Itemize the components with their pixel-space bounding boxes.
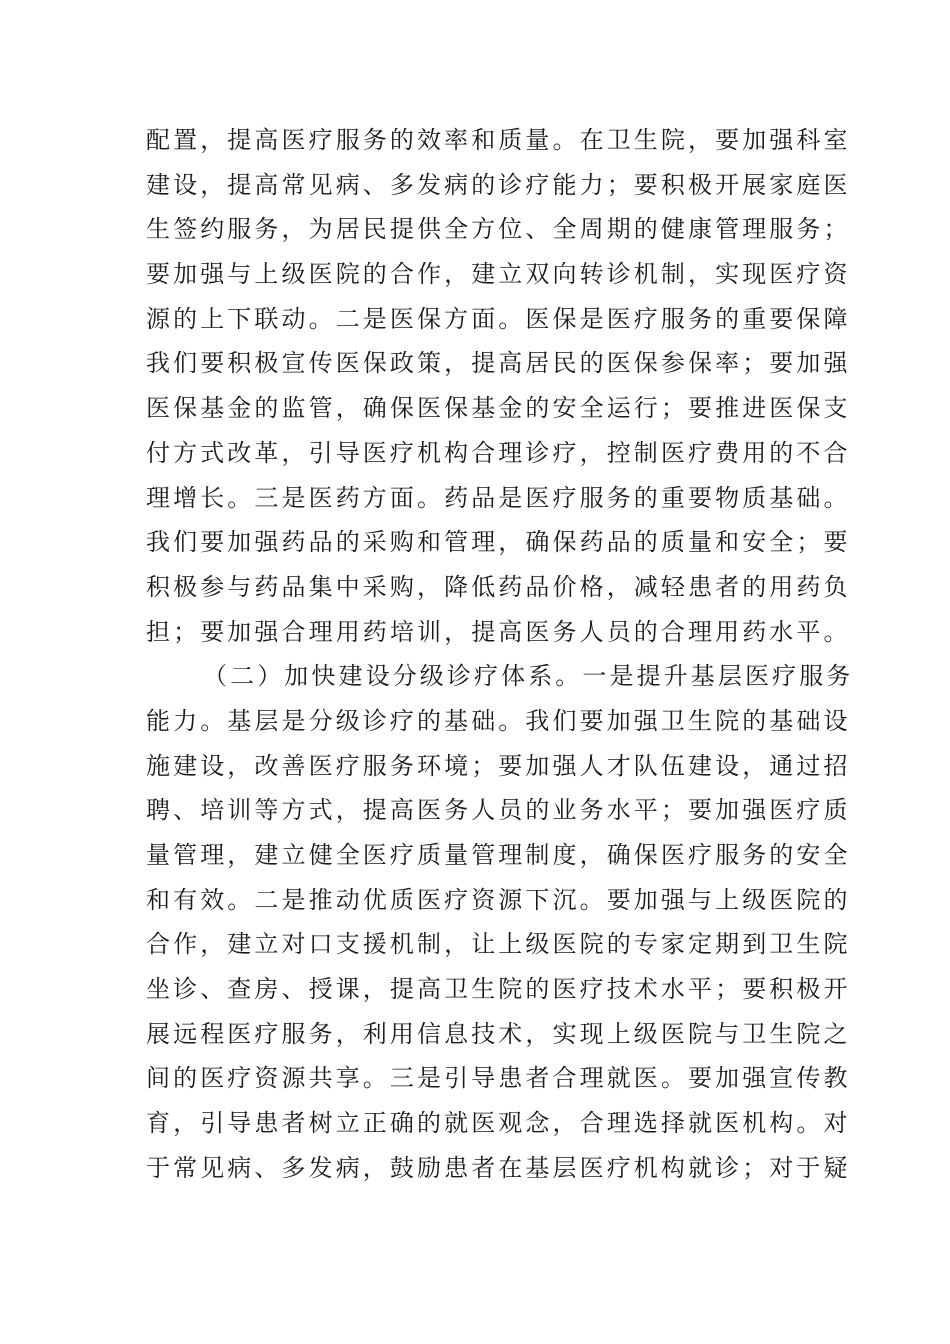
text-line: 医保基金的监管，确保医保基金的安全运行；要推进医保支 xyxy=(146,394,851,423)
text-line: 能力。基层是分级诊疗的基础。我们要加强卫生院的基础设 xyxy=(146,706,851,735)
text-line: 于常见病、多发病，鼓励患者在基层医疗机构就诊；对于疑 xyxy=(146,1153,851,1182)
text-line: 我们要积极宣传医保政策，提高居民的医保参保率；要加强 xyxy=(146,349,851,378)
text-line: 理增长。三是医药方面。药品是医疗服务的重要物质基础。 xyxy=(146,483,851,512)
text-line: 配置，提高医疗服务的效率和质量。在卫生院，要加强科室 xyxy=(146,126,851,154)
text-line: 施建设，改善医疗服务环境；要加强人才队伍建设，通过招 xyxy=(146,751,851,780)
text-line: 和有效。二是推动优质医疗资源下沉。要加强与上级医院的 xyxy=(146,885,851,914)
text-line: 间的医疗资源共享。三是引导患者合理就医。要加强宣传教 xyxy=(146,1064,851,1093)
section-heading-line: （二）加快建设分级诊疗体系。一是提升基层医疗服务 xyxy=(203,662,854,691)
body-text xyxy=(146,118,854,1191)
text-line: 育，引导患者树立正确的就医观念，合理选择就医机构。对 xyxy=(146,1109,851,1138)
text-line: 要加强与上级医院的合作，建立双向转诊机制，实现医疗资 xyxy=(146,260,851,289)
text-line: 合作，建立对口支援机制，让上级医院的专家定期到卫生院 xyxy=(146,930,851,959)
text-line: 坐诊、查房、授课，提高卫生院的医疗技术水平；要积极开 xyxy=(146,975,851,1004)
text-line: 建设，提高常见病、多发病的诊疗能力；要积极开展家庭医 xyxy=(146,170,851,199)
text-line: 付方式改革，引导医疗机构合理诊疗，控制医疗费用的不合 xyxy=(146,438,851,467)
text-line: 量管理，建立健全医疗质量管理制度，确保医疗服务的安全 xyxy=(146,841,851,869)
text-line: 担；要加强合理用药培训，提高医务人员的合理用药水平。 xyxy=(146,617,851,646)
text-line: 聘、培训等方式，提高医务人员的业务水平；要加强医疗质 xyxy=(146,796,851,825)
text-line: 展远程医疗服务，利用信息技术，实现上级医院与卫生院之 xyxy=(146,1019,851,1048)
text-line: 积极参与药品集中采购，降低药品价格，减轻患者的用药负 xyxy=(146,572,851,601)
text-line: 源的上下联动。二是医保方面。医保是医疗服务的重要保障 xyxy=(146,304,851,333)
text-line: 我们要加强药品的采购和管理，确保药品的质量和安全；要 xyxy=(146,528,851,557)
text-line: 生签约服务，为居民提供全方位、全周期的健康管理服务； xyxy=(146,215,851,244)
